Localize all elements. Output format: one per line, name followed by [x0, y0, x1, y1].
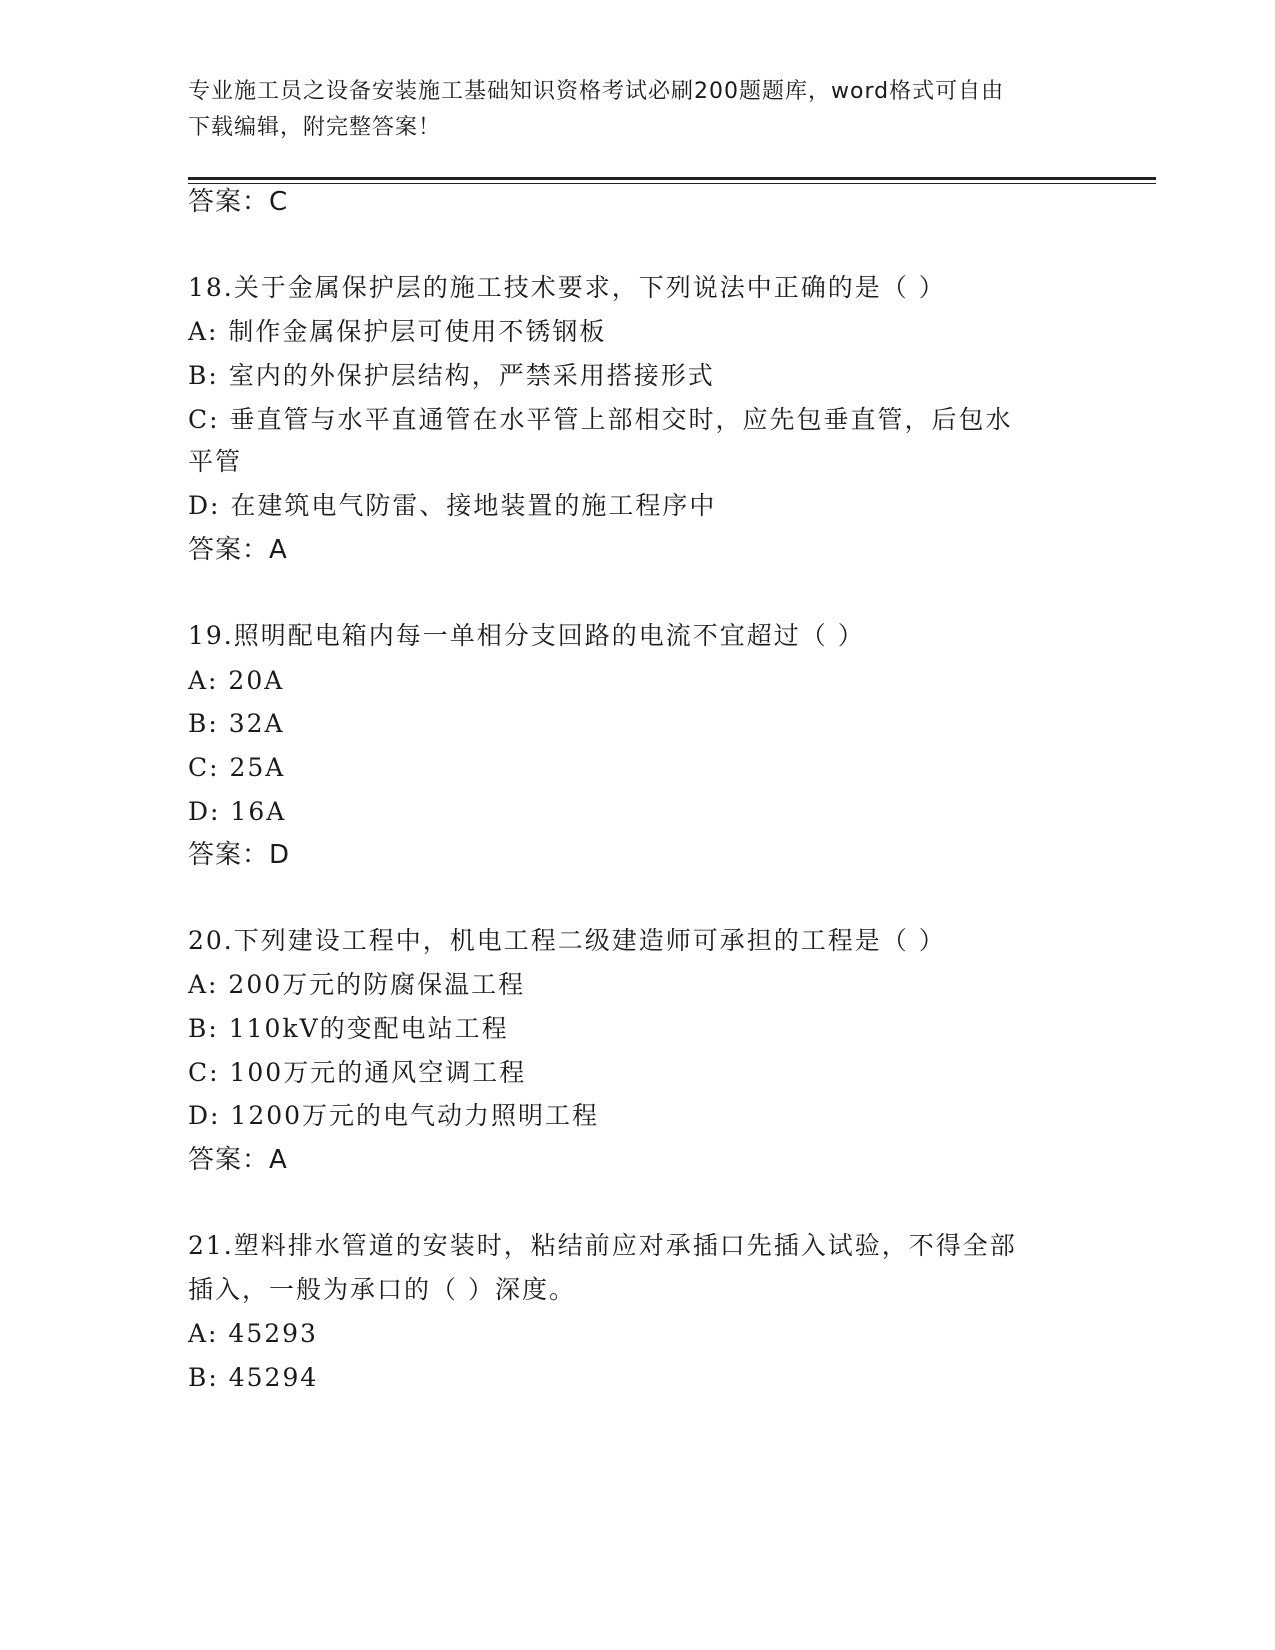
question-20-option-c: C: 100万元的通风空调工程	[188, 1058, 527, 1087]
answer-20: 答案：A	[188, 1145, 288, 1175]
question-20-option-a: A: 200万元的防腐保温工程	[188, 970, 526, 999]
question-18-option-c-cont: 平管	[188, 447, 243, 476]
question-21-stem: 21.塑料排水管道的安装时，粘结前应对承插口先插入试验，不得全部	[188, 1231, 1017, 1260]
answer-17: 答案：C	[188, 187, 289, 217]
question-20-option-b: B: 110kV的变配电站工程	[188, 1014, 509, 1043]
answer-19: 答案：D	[188, 840, 291, 870]
question-21-option-a: A: 45293	[188, 1319, 318, 1348]
header-line-1: 专业施工员之设备安装施工基础知识资格考试必刷200题题库，word格式可自由	[188, 79, 1005, 104]
question-18-stem: 18.关于金属保护层的施工技术要求，下列说法中正确的是（ ）	[188, 273, 946, 302]
question-18-option-d: D: 在建筑电气防雷、接地装置的施工程序中	[188, 491, 717, 520]
document-header	[188, 74, 1088, 146]
question-21-option-b: B: 45294	[188, 1363, 319, 1392]
question-19-stem: 19.照明配电箱内每一单相分支回路的电流不宜超过（ ）	[188, 621, 865, 650]
question-19-option-c: C: 25A	[188, 753, 286, 782]
question-21-stem-cont: 插入，一般为承口的（ ）深度。	[188, 1275, 576, 1304]
question-18-option-c: C: 垂直管与水平直通管在水平管上部相交时，应先包垂直管，后包水	[188, 405, 1013, 434]
question-19-option-d: D: 16A	[188, 797, 287, 826]
question-19-option-b: B: 32A	[188, 709, 285, 738]
header-line-2: 下载编辑，附完整答案！	[188, 115, 442, 140]
question-18-option-a: A: 制作金属保护层可使用不锈钢板	[188, 317, 607, 346]
answer-18: 答案：A	[188, 535, 288, 565]
header-divider-thin	[188, 183, 1156, 184]
question-18-option-b: B: 室内的外保护层结构，严禁采用搭接形式	[188, 361, 715, 390]
question-20-stem: 20.下列建设工程中，机电工程二级建造师可承担的工程是（ ）	[188, 926, 946, 955]
question-20-option-d: D: 1200万元的电气动力照明工程	[188, 1101, 600, 1130]
question-19-option-a: A: 20A	[188, 666, 285, 695]
header-divider-thick	[188, 177, 1156, 180]
